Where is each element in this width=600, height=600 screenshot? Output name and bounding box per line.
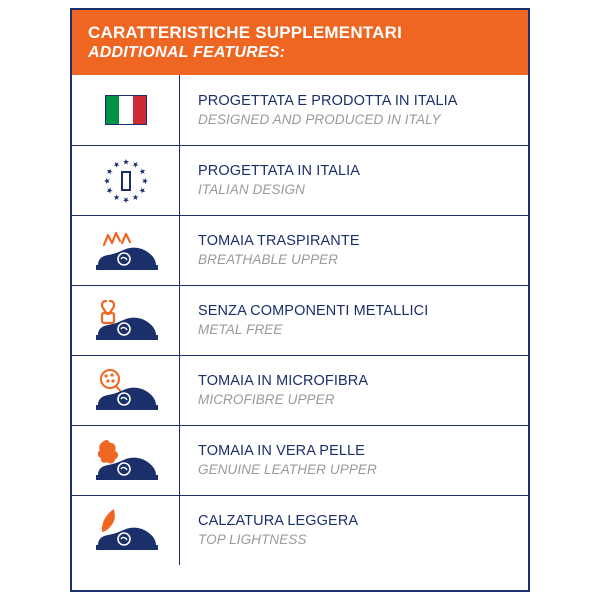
text-cell — [180, 146, 528, 215]
feature-label-it: PROGETTATA E PRODOTTA IN ITALIA — [198, 92, 458, 109]
feature-label-en: MICROFIBRE UPPER — [198, 392, 335, 408]
lightweight-shoe-icon — [88, 505, 164, 557]
feature-label-it: CALZATURA LEGGERA — [198, 513, 359, 530]
feature-label-en: TOP LIGHTNESS — [198, 532, 307, 548]
list-item — [72, 495, 528, 565]
feature-label-it: TOMAIA IN MICROFIBRA — [198, 373, 369, 390]
icon-cell — [72, 286, 180, 355]
microfibre-shoe-icon — [88, 365, 164, 417]
feature-label-it: TOMAIA IN VERA PELLE — [198, 443, 365, 460]
feature-label-en: GENUINE LEATHER UPPER — [198, 462, 377, 478]
header-title-en: ADDITIONAL FEATURES: — [88, 44, 286, 62]
features-list — [72, 75, 528, 565]
header-title-it: CARATTERISTICHE SUPPLEMENTARI — [88, 23, 403, 42]
text-cell — [180, 356, 528, 425]
icon-cell — [72, 216, 180, 285]
metal-free-shoe-icon — [88, 295, 164, 347]
list-item — [72, 425, 528, 495]
breathable-shoe-icon — [88, 225, 164, 277]
text-cell — [180, 286, 528, 355]
list-item — [72, 215, 528, 285]
feature-label-en: BREATHABLE UPPER — [198, 252, 339, 268]
feature-label-it: SENZA COMPONENTI METALLICI — [198, 303, 429, 320]
feature-label-en: DESIGNED AND PRODUCED IN ITALY — [198, 111, 441, 127]
card-header — [72, 10, 528, 75]
text-cell — [180, 426, 528, 495]
icon-cell — [72, 496, 180, 565]
feature-label-en: METAL FREE — [198, 322, 283, 338]
text-cell — [180, 216, 528, 285]
icon-cell — [72, 356, 180, 425]
icon-cell — [72, 426, 180, 495]
feature-label-it: TOMAIA TRASPIRANTE — [198, 233, 360, 250]
feature-label-it: PROGETTATA IN ITALIA — [198, 163, 361, 180]
feature-label-en: ITALIAN DESIGN — [198, 182, 305, 198]
list-item — [72, 145, 528, 215]
eu-stars-circle-icon — [101, 156, 151, 206]
list-item — [72, 285, 528, 355]
text-cell — [180, 496, 528, 565]
list-item — [72, 355, 528, 425]
icon-cell — [72, 146, 180, 215]
icon-cell — [72, 75, 180, 145]
leather-shoe-icon — [88, 435, 164, 487]
list-item — [72, 75, 528, 145]
italian-flag-icon — [105, 95, 147, 125]
features-card — [70, 8, 530, 592]
text-cell — [180, 75, 528, 145]
